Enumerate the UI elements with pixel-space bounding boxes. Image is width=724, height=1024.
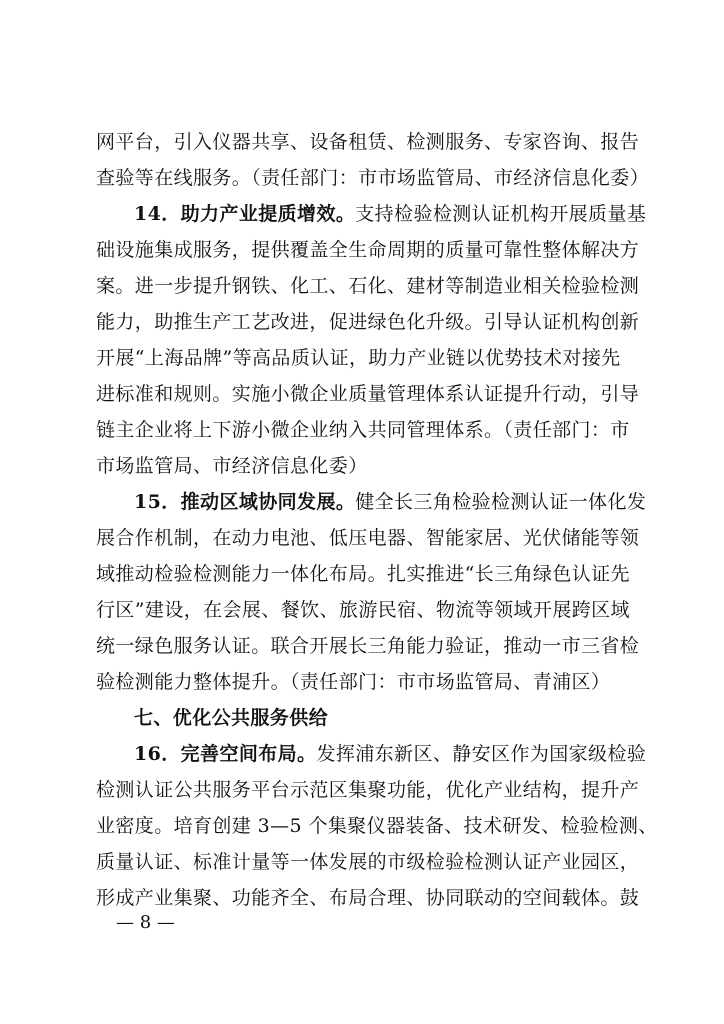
text-line: 能力，助推生产工艺改进，促进绿色化升级。引导认证机构创新	[96, 311, 640, 333]
item-text: 健全长三角检验检测认证一体化发	[355, 491, 647, 513]
text-line	[134, 196, 647, 232]
text-line: 验检测能力整体提升。（责任部门：市市场监管局、青浦区）	[96, 671, 611, 693]
text-line: 业密度。培育创建 3—5 个集聚仪器装备、技术研发、检验检测、	[96, 815, 658, 837]
text-line: 形成产业集聚、功能齐全、布局合理、协同联动的空间载体。鼓	[96, 887, 640, 909]
item-text: 发挥浦东新区、静安区作为国家级检验	[316, 743, 647, 765]
item-heading: 16．完善空间布局。	[134, 743, 317, 765]
text-line: 检测认证公共服务平台示范区集聚功能，优化产业结构，提升产	[96, 779, 640, 801]
text-line: 行区”建设，在会展、餐饮、旅游民宿、物流等领域开展跨区域	[96, 599, 630, 621]
text-line: 础设施集成服务，提供覆盖全生命周期的质量可靠性整体解决方	[96, 239, 640, 261]
text-line	[134, 484, 647, 520]
text-line: 案。进一步提升钢铁、化工、石化、建材等制造业相关检验检测	[96, 275, 640, 297]
text-line	[134, 736, 647, 772]
text-line: 进标准和规则。实施小微企业质量管理体系认证提升行动，引导	[96, 383, 640, 405]
item-heading: 14．助力产业提质增效。	[134, 203, 356, 225]
text-line: 查验等在线服务。（责任部门：市市场监管局、市经济信息化委）	[96, 167, 650, 189]
text-line: 网平台，引入仪器共享、设备租赁、检测服务、专家咨询、报告	[96, 131, 640, 153]
item-text: 支持检验检测认证机构开展质量基	[355, 203, 647, 225]
text-line: 域推动检验检测能力一体化布局。扎实推进“长三角绿色认证先	[96, 563, 630, 585]
text-line: 链主企业将上下游小微企业纳入共同管理体系。（责任部门：市	[96, 419, 630, 441]
text-line: 展合作机制，在动力电池、低压电器、智能家居、光伏储能等领	[96, 527, 640, 549]
text-line: 统一绿色服务认证。联合开展长三角能力验证，推动一市三省检	[96, 635, 640, 657]
text-line: 开展“上海品牌”等高品质认证，助力产业链以优势技术对接先	[96, 347, 621, 369]
text-line: 市场监管局、市经济信息化委）	[96, 455, 368, 477]
text-line: 质量认证、标准计量等一体发展的市级检验检测认证产业园区，	[96, 851, 640, 873]
section-title: 七、优化公共服务供给	[134, 707, 329, 729]
page-number: — 8 —	[116, 912, 175, 933]
item-heading: 15．推动区域协同发展。	[134, 491, 356, 513]
